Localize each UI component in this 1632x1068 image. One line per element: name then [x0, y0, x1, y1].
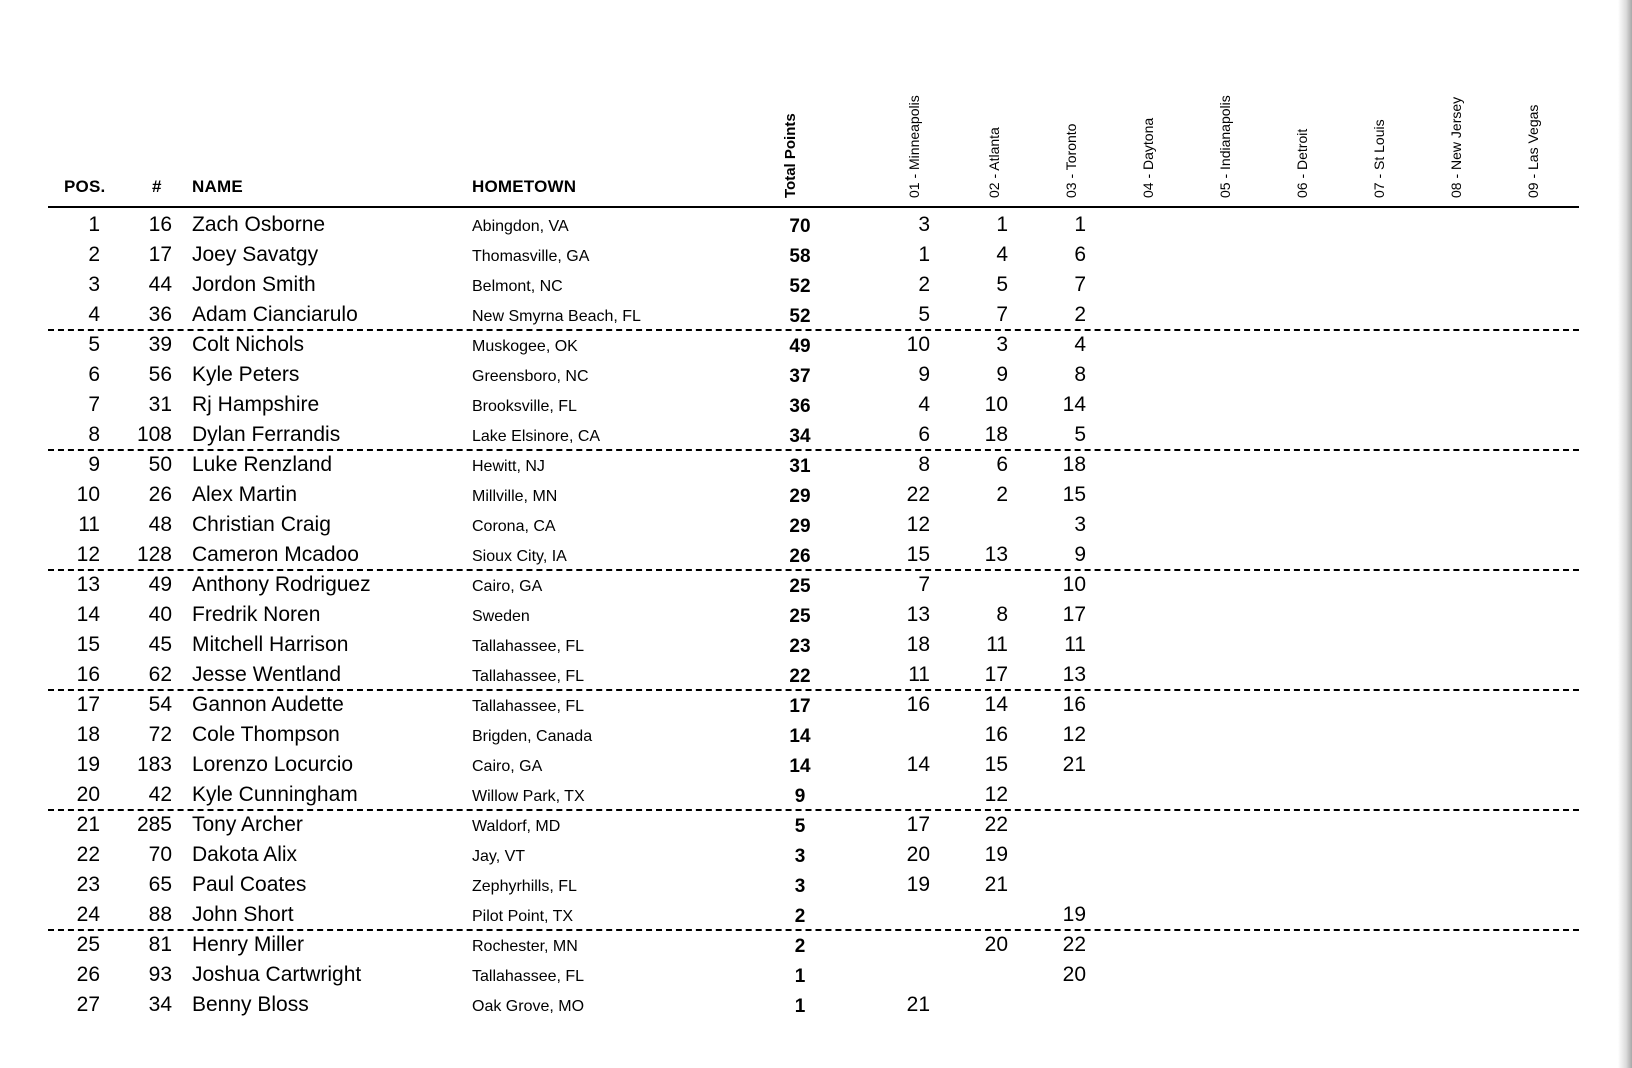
- hometown-cell: Muskogee, OK: [472, 338, 578, 355]
- round-1-points-cell: 17: [906, 813, 930, 836]
- table-row: [0, 299, 1632, 329]
- position-cell: 15: [76, 633, 100, 656]
- position-cell: 26: [76, 963, 100, 986]
- round-3-points-cell: 19: [1062, 903, 1086, 926]
- rider-name-cell: Benny Bloss: [192, 993, 309, 1016]
- round-3-points-cell: 6: [1074, 243, 1086, 266]
- round-2-points-cell: 10: [984, 393, 1008, 416]
- round-1-points-cell: 15: [906, 543, 930, 566]
- round-2-points-cell: 21: [984, 873, 1008, 896]
- rider-name-cell: Rj Hampshire: [192, 393, 320, 416]
- table-row: [0, 269, 1632, 299]
- round-2-points-cell: 5: [996, 273, 1008, 296]
- rider-name-cell: Lorenzo Locurcio: [192, 753, 354, 776]
- round-2-points-cell: 12: [984, 783, 1008, 806]
- table-row: [0, 869, 1632, 899]
- total-points-cell: 1: [794, 996, 806, 1017]
- hometown-cell: Corona, CA: [472, 518, 556, 535]
- hometown-cell: New Smyrna Beach, FL: [472, 308, 641, 325]
- rider-number-cell: 48: [148, 513, 172, 536]
- round-1-points-cell: 8: [918, 453, 930, 476]
- round-3-points-cell: 17: [1062, 603, 1086, 626]
- rider-number-cell: 183: [136, 753, 172, 776]
- rider-name-cell: Christian Craig: [192, 513, 331, 536]
- position-cell: 1: [88, 213, 100, 236]
- rider-number-cell: 285: [136, 813, 172, 836]
- round-2-points-cell: 22: [984, 813, 1008, 836]
- table-row: [0, 929, 1632, 959]
- rider-name-cell: Fredrik Noren: [192, 603, 321, 626]
- hometown-cell: Brigden, Canada: [472, 728, 593, 745]
- position-cell: 10: [76, 483, 100, 506]
- round-3-points-cell: 10: [1062, 573, 1086, 596]
- total-points-cell: 2: [794, 906, 806, 927]
- round-1-points-cell: 11: [908, 663, 930, 686]
- position-cell: 3: [88, 273, 100, 296]
- header-round-2: 02 - Atlanta: [986, 127, 1002, 198]
- round-2-points-cell: 19: [984, 843, 1008, 866]
- header-round-9: 09 - Las Vegas: [1525, 104, 1541, 198]
- position-cell: 14: [76, 603, 100, 626]
- rider-name-cell: Henry Miller: [192, 933, 305, 956]
- rider-name-cell: Tony Archer: [192, 813, 303, 836]
- total-points-cell: 49: [789, 336, 811, 357]
- position-cell: 6: [88, 363, 100, 386]
- table-row: [0, 719, 1632, 749]
- round-3-points-cell: 22: [1062, 933, 1086, 956]
- table-row: [0, 629, 1632, 659]
- position-cell: 16: [76, 663, 100, 686]
- rider-number-cell: 31: [148, 393, 172, 416]
- rider-number-cell: 62: [148, 663, 172, 686]
- table-row: [0, 779, 1632, 809]
- hometown-cell: Abingdon, VA: [472, 218, 569, 235]
- rider-name-cell: Kyle Cunningham: [192, 783, 358, 806]
- table-row: [0, 359, 1632, 389]
- round-2-points-cell: 17: [984, 663, 1008, 686]
- header-hometown: HOMETOWN: [472, 177, 577, 196]
- round-1-points-cell: 16: [906, 693, 930, 716]
- rider-name-cell: Luke Renzland: [192, 453, 333, 476]
- position-cell: 27: [76, 993, 100, 1016]
- round-1-points-cell: 12: [906, 513, 930, 536]
- position-cell: 21: [76, 813, 100, 836]
- round-2-points-cell: 13: [984, 543, 1008, 566]
- round-3-points-cell: 7: [1074, 273, 1086, 296]
- round-2-points-cell: 14: [984, 693, 1008, 716]
- hometown-cell: Willow Park, TX: [472, 788, 585, 805]
- rider-number-cell: 88: [148, 903, 172, 926]
- rider-number-cell: 72: [148, 723, 172, 746]
- round-1-points-cell: 6: [918, 423, 930, 446]
- round-2-points-cell: 3: [996, 333, 1008, 356]
- header-round-4: 04 - Daytona: [1140, 117, 1156, 198]
- hometown-cell: Tallahassee, FL: [472, 668, 585, 685]
- position-cell: 18: [76, 723, 100, 746]
- round-2-points-cell: 11: [986, 633, 1008, 656]
- rider-name-cell: Adam Cianciarulo: [192, 303, 358, 326]
- position-cell: 17: [76, 693, 100, 716]
- position-cell: 12: [76, 543, 100, 566]
- total-points-cell: 37: [789, 366, 811, 387]
- rider-number-cell: 81: [148, 933, 172, 956]
- table-row: [0, 419, 1632, 449]
- position-cell: 4: [88, 303, 100, 326]
- rider-number-cell: 40: [148, 603, 172, 626]
- hometown-cell: Sweden: [472, 608, 530, 625]
- rider-number-cell: 56: [148, 363, 172, 386]
- rider-number-cell: 34: [148, 993, 172, 1016]
- round-3-points-cell: 12: [1062, 723, 1086, 746]
- round-3-points-cell: 11: [1064, 633, 1086, 656]
- round-3-points-cell: 18: [1062, 453, 1086, 476]
- total-points-cell: 34: [789, 426, 811, 447]
- position-cell: 13: [76, 573, 100, 596]
- table-row: [0, 509, 1632, 539]
- round-3-points-cell: 13: [1062, 663, 1086, 686]
- position-cell: 7: [88, 393, 100, 416]
- header-divider: [48, 206, 1579, 208]
- round-1-points-cell: 5: [918, 303, 930, 326]
- rider-name-cell: Zach Osborne: [192, 213, 326, 236]
- header-name: NAME: [192, 177, 243, 196]
- table-row: [0, 599, 1632, 629]
- total-points-cell: 31: [789, 456, 811, 477]
- rider-name-cell: Alex Martin: [192, 483, 298, 506]
- hometown-cell: Lake Elsinore, CA: [472, 428, 601, 445]
- round-1-points-cell: 9: [918, 363, 930, 386]
- total-points-cell: 14: [789, 726, 811, 747]
- position-cell: 2: [88, 243, 100, 266]
- rider-name-cell: Dylan Ferrandis: [192, 423, 341, 446]
- rider-name-cell: Mitchell Harrison: [192, 633, 349, 656]
- round-1-points-cell: 22: [906, 483, 930, 506]
- rider-number-cell: 50: [148, 453, 172, 476]
- total-points-cell: 29: [789, 486, 811, 507]
- rider-name-cell: Cole Thompson: [192, 723, 340, 746]
- rider-name-cell: Dakota Alix: [192, 843, 298, 866]
- hometown-cell: Brooksville, FL: [472, 398, 577, 415]
- hometown-cell: Cairo, GA: [472, 578, 543, 595]
- round-2-points-cell: 8: [996, 603, 1008, 626]
- round-2-points-cell: 9: [996, 363, 1008, 386]
- header-total-points: Total Points: [782, 113, 799, 198]
- round-3-points-cell: 1: [1074, 213, 1086, 236]
- total-points-cell: 5: [794, 816, 806, 837]
- rider-number-cell: 39: [148, 333, 172, 356]
- position-cell: 22: [76, 843, 100, 866]
- round-2-points-cell: 18: [984, 423, 1008, 446]
- rider-number-cell: 108: [136, 423, 172, 446]
- round-3-points-cell: 4: [1074, 333, 1086, 356]
- round-2-points-cell: 1: [996, 213, 1008, 236]
- rider-number-cell: 93: [148, 963, 172, 986]
- round-3-points-cell: 2: [1074, 303, 1086, 326]
- table-row: [0, 479, 1632, 509]
- hometown-cell: Millville, MN: [472, 488, 558, 505]
- table-row: [0, 449, 1632, 479]
- rider-name-cell: Cameron Mcadoo: [192, 543, 359, 566]
- table-row: [0, 569, 1632, 599]
- hometown-cell: Tallahassee, FL: [472, 968, 585, 985]
- hometown-cell: Jay, VT: [472, 848, 526, 865]
- total-points-cell: 23: [789, 636, 811, 657]
- table-row: [0, 239, 1632, 269]
- header-pos: POS.: [64, 177, 106, 196]
- table-row: [0, 539, 1632, 569]
- hometown-cell: Greensboro, NC: [472, 368, 589, 385]
- position-cell: 24: [76, 903, 100, 926]
- position-cell: 8: [88, 423, 100, 446]
- round-1-points-cell: 18: [906, 633, 930, 656]
- hometown-cell: Tallahassee, FL: [472, 698, 585, 715]
- rider-name-cell: Paul Coates: [192, 873, 307, 896]
- total-points-cell: 25: [789, 576, 811, 597]
- round-1-points-cell: 2: [918, 273, 930, 296]
- rider-number-cell: 128: [136, 543, 172, 566]
- hometown-cell: Rochester, MN: [472, 938, 578, 955]
- round-1-points-cell: 21: [906, 993, 930, 1016]
- header-round-8: 08 - New Jersey: [1448, 96, 1464, 198]
- hometown-cell: Sioux City, IA: [472, 548, 567, 565]
- hometown-cell: Waldorf, MD: [472, 818, 561, 835]
- position-cell: 9: [88, 453, 100, 476]
- hometown-cell: Tallahassee, FL: [472, 638, 585, 655]
- round-1-points-cell: 10: [906, 333, 930, 356]
- rider-name-cell: Kyle Peters: [192, 363, 300, 386]
- header-round-1: 01 - Minneapolis: [906, 95, 922, 198]
- table-row: [0, 959, 1632, 989]
- total-points-cell: 52: [789, 306, 811, 327]
- position-cell: 5: [88, 333, 100, 356]
- round-3-points-cell: 5: [1074, 423, 1086, 446]
- total-points-cell: 1: [794, 966, 806, 987]
- header-round-7: 07 - St Louis: [1371, 119, 1387, 198]
- position-cell: 25: [76, 933, 100, 956]
- hometown-cell: Oak Grove, MO: [472, 998, 585, 1015]
- hometown-cell: Belmont, NC: [472, 278, 563, 295]
- total-points-cell: 2: [794, 936, 806, 957]
- rider-number-cell: 26: [148, 483, 172, 506]
- round-2-points-cell: 4: [996, 243, 1008, 266]
- rider-name-cell: Colt Nichols: [192, 333, 305, 356]
- rider-name-cell: Joey Savatgy: [192, 243, 319, 266]
- rider-name-cell: Jordon Smith: [192, 273, 316, 296]
- total-points-cell: 29: [789, 516, 811, 537]
- rider-number-cell: 42: [148, 783, 172, 806]
- position-cell: 11: [78, 513, 100, 536]
- round-2-points-cell: 15: [984, 753, 1008, 776]
- rider-number-cell: 70: [148, 843, 172, 866]
- header-round-5: 05 - Indianapolis: [1217, 95, 1233, 198]
- round-2-points-cell: 6: [996, 453, 1008, 476]
- rider-name-cell: Joshua Cartwright: [192, 963, 362, 986]
- hometown-cell: Zephyrhills, FL: [472, 878, 577, 895]
- rider-number-cell: 17: [148, 243, 172, 266]
- round-1-points-cell: 14: [906, 753, 930, 776]
- round-3-points-cell: 14: [1062, 393, 1086, 416]
- header-round-6: 06 - Detroit: [1294, 128, 1310, 198]
- round-3-points-cell: 20: [1062, 963, 1086, 986]
- rider-name-cell: John Short: [192, 903, 294, 926]
- table-row: [0, 899, 1632, 929]
- table-row: [0, 329, 1632, 359]
- round-2-points-cell: 16: [984, 723, 1008, 746]
- round-3-points-cell: 3: [1074, 513, 1086, 536]
- position-cell: 20: [76, 783, 100, 806]
- position-cell: 19: [76, 753, 100, 776]
- total-points-cell: 58: [789, 246, 811, 267]
- round-1-points-cell: 20: [906, 843, 930, 866]
- total-points-cell: 26: [789, 546, 811, 567]
- round-1-points-cell: 3: [918, 213, 930, 236]
- rider-number-cell: 36: [148, 303, 172, 326]
- round-3-points-cell: 9: [1074, 543, 1086, 566]
- round-1-points-cell: 1: [918, 243, 930, 266]
- header-number: #: [152, 177, 162, 196]
- rider-number-cell: 44: [148, 273, 172, 296]
- header-round-3: 03 - Toronto: [1063, 123, 1079, 198]
- rider-number-cell: 54: [148, 693, 172, 716]
- total-points-cell: 25: [789, 606, 811, 627]
- hometown-cell: Thomasville, GA: [472, 248, 590, 265]
- hometown-cell: Hewitt, NJ: [472, 458, 545, 475]
- round-1-points-cell: 4: [918, 393, 930, 416]
- total-points-cell: 36: [789, 396, 811, 417]
- total-points-cell: 14: [789, 756, 811, 777]
- table-row: [0, 389, 1632, 419]
- table-row: [0, 809, 1632, 839]
- round-1-points-cell: 19: [906, 873, 930, 896]
- round-2-points-cell: 7: [996, 303, 1008, 326]
- total-points-cell: 9: [794, 786, 806, 807]
- rider-name-cell: Gannon Audette: [192, 693, 344, 716]
- page-edge-shadow: [1618, 0, 1632, 1068]
- round-2-points-cell: 20: [984, 933, 1008, 956]
- hometown-cell: Pilot Point, TX: [472, 908, 574, 925]
- round-2-points-cell: 2: [996, 483, 1008, 506]
- rider-number-cell: 65: [148, 873, 172, 896]
- round-1-points-cell: 13: [906, 603, 930, 626]
- rider-name-cell: Anthony Rodriguez: [192, 573, 371, 596]
- table-row: [0, 749, 1632, 779]
- round-3-points-cell: 8: [1074, 363, 1086, 386]
- table-row: [0, 209, 1632, 239]
- round-3-points-cell: 15: [1062, 483, 1086, 506]
- table-row: [0, 839, 1632, 869]
- table-row: [0, 659, 1632, 689]
- round-3-points-cell: 16: [1062, 693, 1086, 716]
- table-row: [0, 989, 1632, 1019]
- rider-name-cell: Jesse Wentland: [192, 663, 342, 686]
- total-points-cell: 52: [789, 276, 811, 297]
- round-3-points-cell: 21: [1062, 753, 1086, 776]
- total-points-cell: 3: [794, 876, 806, 897]
- total-points-cell: 70: [789, 216, 811, 237]
- table-row: [0, 689, 1632, 719]
- rider-number-cell: 49: [148, 573, 172, 596]
- total-points-cell: 22: [789, 666, 811, 687]
- rider-number-cell: 45: [148, 633, 172, 656]
- total-points-cell: 3: [794, 846, 806, 867]
- hometown-cell: Cairo, GA: [472, 758, 543, 775]
- position-cell: 23: [76, 873, 100, 896]
- total-points-cell: 17: [789, 696, 811, 717]
- rider-number-cell: 16: [148, 213, 172, 236]
- round-1-points-cell: 7: [918, 573, 930, 596]
